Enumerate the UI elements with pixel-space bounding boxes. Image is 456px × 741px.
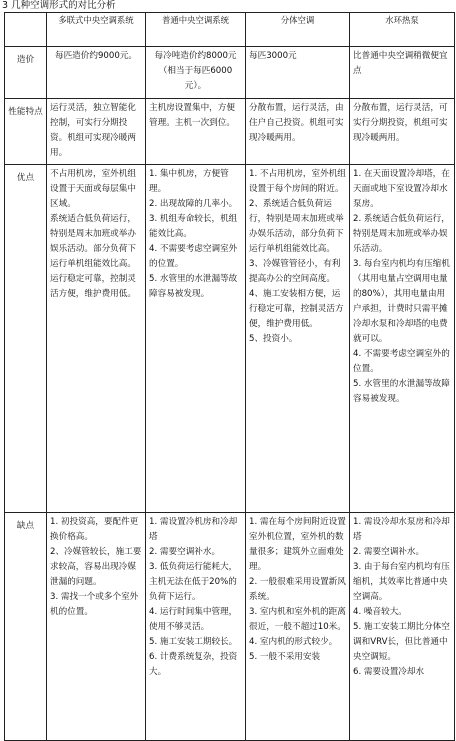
cell-pros-water-loop — [350, 165, 455, 513]
header-cell-multi-split: 多联式中央空调系统 — [47, 13, 146, 47]
header-cell-central: 普通中央空调系统 — [146, 13, 246, 47]
comparison-table — [4, 12, 455, 741]
cell-cons-split — [246, 513, 350, 741]
cons-central-line: 6. 计费系统复杂，投资大。 — [149, 652, 238, 677]
cell-cons-water-loop — [350, 513, 455, 741]
cons-split-line: 4. 室内机的形式较少。 — [249, 637, 338, 647]
table-caption: 3 几种空调形式的对比分析 — [2, 0, 116, 11]
cons-water-loop-line: 6. 需要设置冷却水 — [353, 667, 425, 677]
cell-cons-multi-split — [47, 513, 146, 741]
cell-cost-split: 每匹3000元 — [246, 47, 350, 99]
cons-central-line: 3. 低负荷运行能耗大，主机无法在低于20%的负荷下运行。 — [149, 562, 238, 602]
pros-water-loop-line: 2. 系统适合低负荷运行，特别是周末加班或举办娱乐活动。 — [353, 214, 450, 254]
cons-water-loop-line: 2. 需要空调补水。 — [353, 547, 425, 557]
cons-multi-split-line: 2、冷媒管较长，施工要求较高，容易出现冷媒泄漏的问题。 — [50, 547, 142, 587]
cell-features-multi-split: 运行灵活，独立智能化控制，可实行分期投资。机组可实现冷暖两用。 — [47, 99, 146, 165]
cons-split-line: 3. 室内机和室外机的距离很近，一般不超过10米。 — [249, 607, 346, 632]
cons-split-line: 2. 一般很难采用设置新风系统。 — [249, 577, 346, 602]
cons-water-loop-line: 3. 由于每台室内机均有压缩机，其效率比普通中央空调高。 — [353, 562, 450, 602]
pros-split-line: 2、系统适合低负荷运行，特别是周末加班或举办娱乐活动，部分负荷下运行单机组能效比高。 — [249, 199, 344, 254]
header-cell-water-loop: 水环热泵 — [350, 13, 455, 47]
pros-split-line: 4、施工安装相方便，运行稳定可靠，控制灵活方便，维护费用低。 — [249, 289, 344, 329]
cell-features-central: 主机房设置集中，方便管理。主机一次到位。 — [146, 99, 246, 165]
pros-central-line: 1. 集中机房，方便管理。 — [149, 169, 229, 194]
cell-features-split: 分散布置，运行灵活，由住户自己投资。机组可实现冷暖两用。 — [246, 99, 350, 165]
cons-central-line: 2. 需要空调补水。 — [149, 547, 221, 557]
cell-pros-split — [246, 165, 350, 513]
pros-central-line: 2. 出现故障的几率小。3. 机组寿命较长，机组能效比高。 — [149, 199, 238, 239]
row-features — [5, 99, 455, 165]
pros-split-line: 3、冷媒管管径小，有利提高办公的空间高度。 — [249, 259, 341, 284]
row-pros — [5, 165, 455, 513]
header-cell-empty — [5, 13, 47, 47]
cons-water-loop-line: 5. 施工安装工期比分体空调和VRV长，但比普通中央空调短。 — [353, 622, 450, 662]
cons-water-loop-line: 4. 噪音较大。 — [353, 607, 407, 617]
row-cost — [5, 47, 455, 99]
pros-multi-split-line: 系统适合低负荷运行，特别是周末加班或举办娱乐活动。部分负荷下运行单机组能效比高。 — [50, 214, 136, 269]
pros-central-line: 4. 不需要考虑空调室外的位置。 — [149, 244, 238, 269]
pros-split-line: 1. 不占用机房，室外机组设置于每个房间的附近。 — [249, 169, 346, 194]
pros-water-loop-line: 3. 每台室内机均有压缩机（其用电量占空调用电量的80%），其用电量由用户承担，计费时只需平摊冷却水泵和冷却塔的电费就可以。 — [353, 259, 450, 344]
cell-cost-multi-split: 每匹造价约9000元。 — [47, 47, 146, 99]
row-cons — [5, 513, 455, 741]
pros-water-loop-line: 1. 在天面设置冷却塔，在天面或地下室设置冷却水泵房。 — [353, 169, 450, 209]
cons-water-loop-line: 1. 需设冷却水泵房和冷却塔 — [353, 517, 450, 542]
row-label-pros: 优点 — [5, 165, 47, 513]
row-label-cost: 造价 — [5, 47, 47, 99]
pros-split-line: 5、投资小。 — [249, 334, 298, 344]
pros-multi-split-line: 不占用机房，室外机组设置于天面或每层集中区域。 — [50, 169, 136, 209]
cell-cost-water-loop: 比普通中央空调稍微便宜点 — [350, 47, 455, 99]
row-label-features: 性能特点 — [5, 99, 47, 165]
pros-multi-split-line: 运行稳定可靠，控制灵活方便，维护费用低。 — [50, 274, 136, 299]
cons-multi-split-line: 3. 需找一个或多个室外机的位置。 — [50, 592, 139, 617]
cons-central-line: 1. 需设置冷机房和冷却塔 — [149, 517, 238, 542]
pros-central-line: 5. 水管里的水泄漏等故障容易被发现。 — [149, 274, 238, 299]
pros-water-loop-line: 5. 水管里的水泄漏等故障容易被发现。 — [353, 379, 450, 404]
cell-cons-central — [146, 513, 246, 741]
cell-pros-multi-split — [47, 165, 146, 513]
row-label-cons: 缺点 — [5, 513, 47, 741]
cons-split-line: 5. 一般不采用安装 — [249, 652, 321, 662]
cell-pros-central — [146, 165, 246, 513]
cell-cost-central: 每冷吨造价约8000元（相当于每匹6000元）。 — [146, 47, 246, 99]
cons-split-line: 1. 需在每个房间附近设置室外机位置，室外机的数量很多；建筑外立面难处理。 — [249, 517, 346, 572]
cons-multi-split-line: 1. 初投资高，要配件更换价格高。 — [50, 517, 139, 542]
cons-central-line: 5. 施工安装工期较长。 — [149, 637, 238, 647]
header-row — [5, 13, 455, 47]
cons-central-line: 4. 运行时间集中管理，使用不够灵活。 — [149, 607, 238, 632]
cell-features-water-loop: 分散布置，运行灵活，可实行分期投资，机组可实现冷暖两用。 — [350, 99, 455, 165]
header-cell-split: 分体空调 — [246, 13, 350, 47]
pros-water-loop-line: 4. 不需要考虑空调室外的位置。 — [353, 349, 450, 374]
